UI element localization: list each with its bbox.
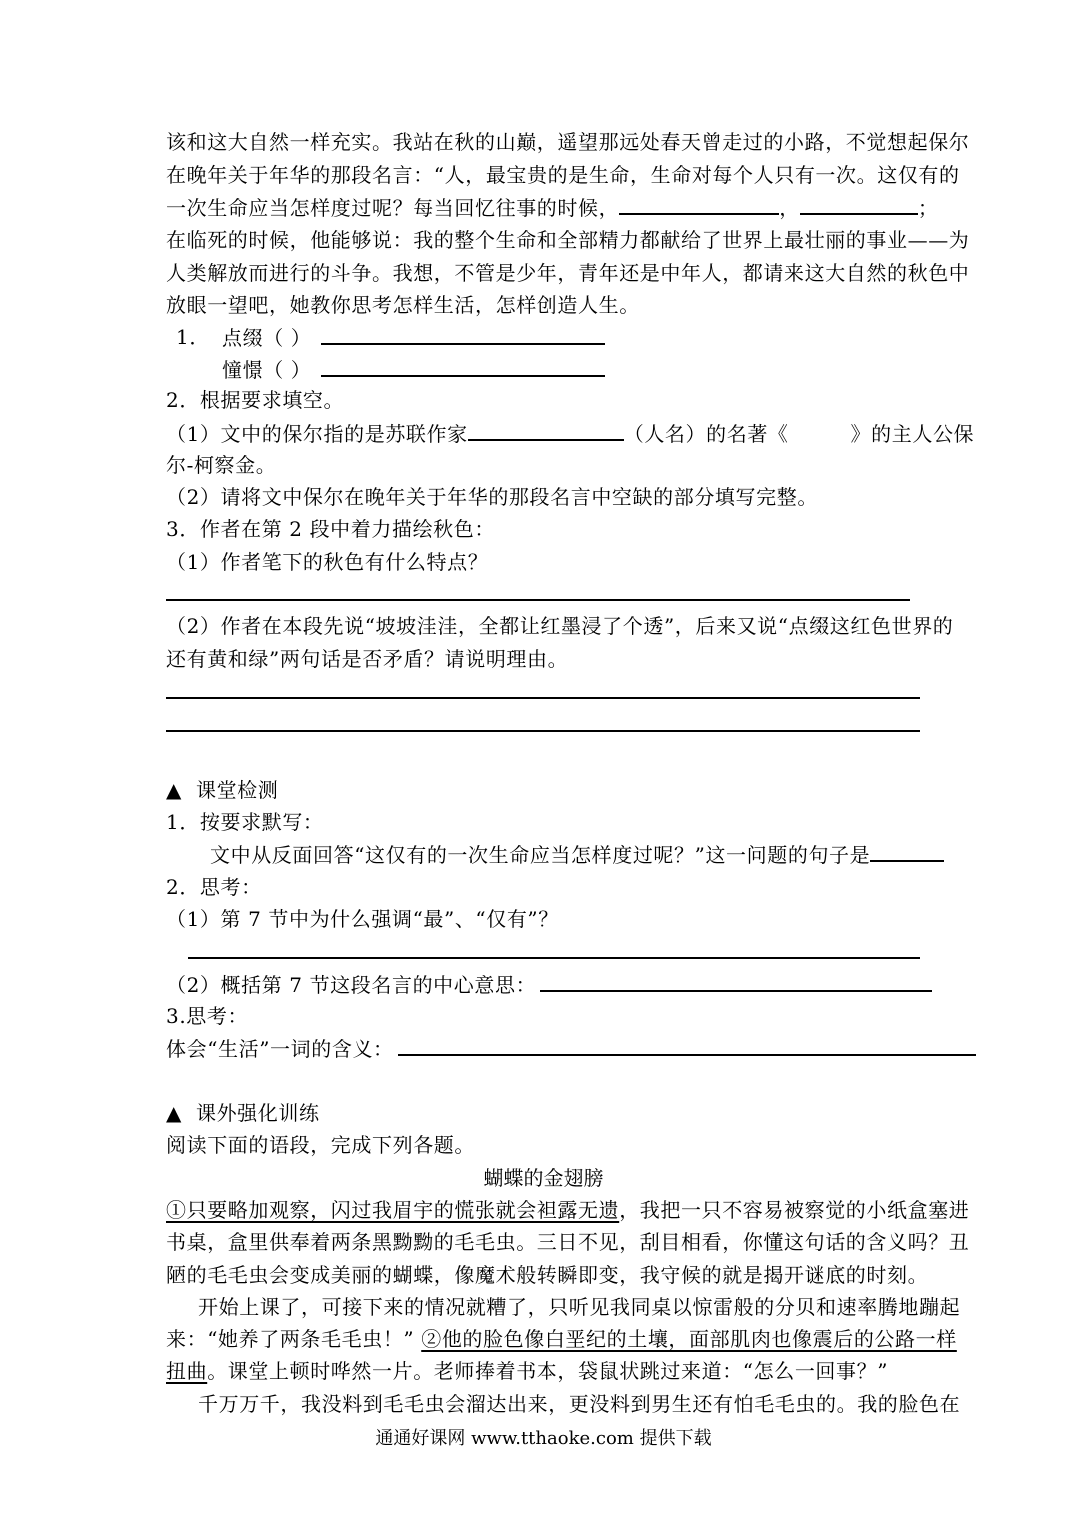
class-test-1-prompt: 文中从反面回答“这仅有的一次生命应当怎样度过呢？”这一问题的句子是 <box>210 843 871 867</box>
semicolon: ； <box>917 196 939 220</box>
article-title: 蝴蝶的金翅膀 <box>483 1166 604 1190</box>
question-2-1 <box>166 419 974 448</box>
fill-blank[interactable] <box>398 1034 976 1056</box>
class-test-3-prompt: 体会“生活”一词的含义： <box>166 1037 394 1061</box>
answer-line[interactable] <box>166 697 920 699</box>
question-2-1-text-a: （1）文中的保尔指的是苏联作家 <box>166 422 468 446</box>
article-p1-line-3: 陋的毛毛虫会变成美丽的蝴蝶，像魔术般转瞬即变，我守候的就是揭开谜底的时刻。 <box>166 1263 929 1287</box>
fill-blank[interactable] <box>321 355 605 377</box>
question-3: 3．作者在第 2 段中着力描绘秋色： <box>166 517 495 541</box>
page-footer: 通通好课网 www.tthaoke.com 提供下载 <box>375 1428 712 1449</box>
fill-blank[interactable] <box>800 193 918 215</box>
article-p2-line-2 <box>166 1325 957 1353</box>
question-2-1-cont: 尔-柯察金。 <box>166 453 277 477</box>
passage-line-2: 在晚年关于年华的那段名言：“人，最宝贵的是生命，生命对每个人只有一次。这仅有的 <box>166 163 960 187</box>
article-p2-quote: 来：“她养了两条毛毛虫！” <box>166 1327 422 1351</box>
word-dianzhui: 点缀（ ） <box>222 326 312 350</box>
underlined-sentence-2-end: 扭曲 <box>166 1359 208 1383</box>
answer-line[interactable] <box>166 730 920 732</box>
article-p3-line-1: 千万万千，我没料到毛毛虫会溜达出来，更没料到男生还有怕毛毛虫的。我的脸色在 <box>198 1392 961 1416</box>
underlined-sentence-1: ①只要略加观察，闪过我眉宇的慌张就会袒露无遗 <box>166 1198 620 1222</box>
article-p2-line-1: 开始上课了，可接下来的情况就糟了，只听见我同桌以惊雷般的分贝和速率腾地蹦起 <box>198 1295 961 1319</box>
class-test-3: 3.思考： <box>166 1004 249 1028</box>
fill-blank[interactable] <box>468 419 624 441</box>
class-test-heading <box>166 776 278 804</box>
extra-training-heading <box>166 1099 320 1127</box>
passage-line-3 <box>166 193 938 222</box>
question-2-1-text-c: 》的主人公保 <box>850 422 975 446</box>
article-p1-line-1-rest: ，我把一只不容易被察觉的小纸盒塞进 <box>619 1198 970 1222</box>
word-chongjing: 憧憬（ ） <box>222 358 312 382</box>
article-p1-line-1 <box>166 1196 969 1224</box>
article-p2-line-3-rest: 。课堂上顿时哗然一片。老师捧着书本，袋鼠状跳过来道：“怎么一回事？” <box>207 1359 889 1383</box>
article-p2-line-3 <box>166 1357 888 1385</box>
question-2: 2．根据要求填空。 <box>166 388 345 412</box>
passage-line-5: 人类解放而进行的斗争。我想，不管是少年，青年还是中年人，都请来这大自然的秋色中 <box>166 261 970 285</box>
question-1-number: 1． <box>176 325 210 349</box>
passage-line-6: 放眼一望吧，她教你思考怎样生活，怎样创造人生。 <box>166 293 640 317</box>
class-test-title: 课堂检测 <box>195 778 279 802</box>
question-3-2-line-1: （2）作者在本段先说“坡坡洼洼，全都让红墨浸了个透”，后来又说“点缀这红色世界的 <box>166 614 954 638</box>
question-3-1: （1）作者笔下的秋色有什么特点？ <box>166 550 489 574</box>
question-3-2-line-2: 还有黄和绿”两句话是否矛盾？请说明理由。 <box>166 647 569 671</box>
fill-blank[interactable] <box>619 193 779 215</box>
triangle-marker-icon: ▲ <box>166 778 182 802</box>
class-test-2-2 <box>166 970 932 999</box>
question-2-2: （2）请将文中保尔在晚年关于年华的那段名言中空缺的部分填写完整。 <box>166 485 818 509</box>
underlined-sentence-2: ②他的脸色像白垩纪的土壤，面部肌肉也像震后的公路一样 <box>421 1327 957 1351</box>
comma: ， <box>779 196 800 220</box>
passage-line-3-text: 一次生命应当怎样度过呢？每当回忆往事的时候， <box>166 196 620 220</box>
article-p1-line-2: 书桌，盒里供奉着两条黑黝黝的毛毛虫。三日不见，刮目相看，你懂这句话的含义吗？丑 <box>166 1230 970 1254</box>
question-2-1-text-b: （人名）的名著《 <box>623 422 789 446</box>
class-test-3-text <box>166 1034 976 1063</box>
passage-line-4: 在临死的时候，他能够说：我的整个生命和全部精力都献给了世界上最壮丽的事业——为 <box>166 228 970 252</box>
extra-training-title: 课外强化训练 <box>195 1101 320 1125</box>
passage-line-1: 该和这大自然一样充实。我站在秋的山巅，遥望那远处春天曾走过的小路，不觉想起保尔 <box>166 130 970 154</box>
triangle-marker-icon: ▲ <box>166 1101 182 1125</box>
class-test-1-text <box>210 840 944 869</box>
class-test-1: 1．按要求默写： <box>166 810 324 834</box>
question-1a <box>222 323 605 352</box>
fill-blank[interactable] <box>540 970 932 992</box>
extra-instruction: 阅读下面的语段，完成下列各题。 <box>166 1133 475 1157</box>
fill-blank[interactable] <box>321 323 605 345</box>
class-test-2-2-prompt: （2）概括第 7 节这段名言的中心意思： <box>166 973 537 997</box>
answer-line[interactable] <box>188 957 920 959</box>
answer-line[interactable] <box>166 599 910 601</box>
class-test-2: 2．思考： <box>166 875 262 899</box>
question-1b <box>222 355 605 384</box>
fill-blank[interactable] <box>870 840 944 862</box>
class-test-2-1: （1）第 7 节中为什么强调“最”、“仅有”？ <box>166 907 559 931</box>
